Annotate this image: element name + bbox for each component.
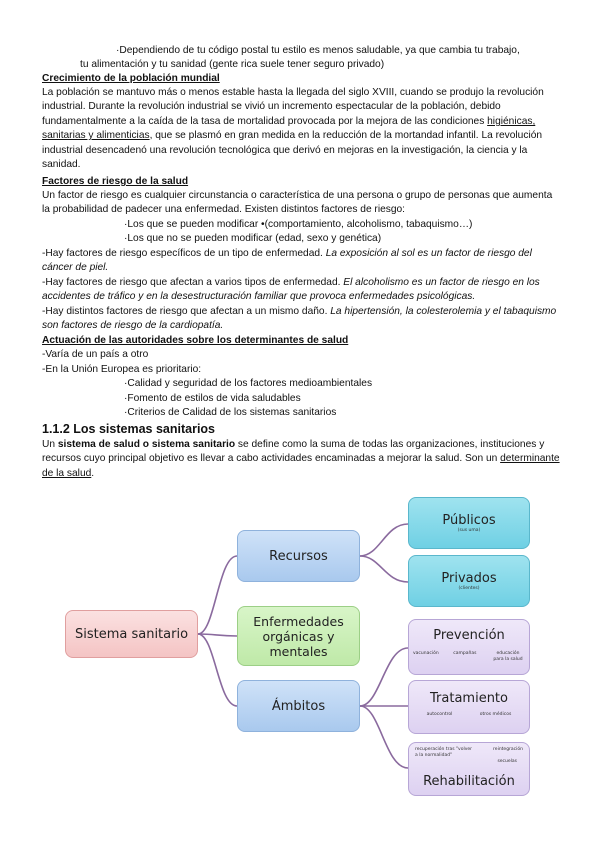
heading-actuacion: Actuación de las autoridades sobre los determinantes de salud (42, 335, 349, 346)
rehabilitacion-note-2: reintegración (493, 747, 523, 752)
actuacion-sub-2: ·Fomento de estilos de vida saludables (124, 393, 301, 404)
heading-sistemas: 1.1.2 Los sistemas sanitarios (42, 422, 216, 436)
prevencion-note-2: campañas (453, 651, 477, 656)
paragraph-factores: Un factor de riesgo es cualquier circunstancia o característica de una persona o grupo de personas que aumenta la probabilidad de padecer una enfermedad. Existen distintos factores de riesgo: (42, 190, 553, 216)
node-sistema-sanitario: Sistema sanitario (65, 610, 198, 658)
heading-factores: Factores de riesgo de la salud (42, 176, 189, 187)
factores-item-1: ·Los que se pueden modificar •(comportamiento, alcoholismo, tabaquismo…) (124, 219, 473, 230)
node-recursos: Recursos (237, 530, 360, 582)
actuacion-line-1: -Varía de un país a otro (42, 349, 149, 360)
node-tratamiento: Tratamiento autocontrol otros médicos (408, 680, 530, 734)
node-ambitos: Ámbitos (237, 680, 360, 732)
factores-bullet-1: -Hay factores de riesgo específicos de un tipo de enfermedad. La exposición al sol es un factor de riesgo del cáncer de piel. (42, 248, 532, 274)
paragraph-crecimiento: La población se mantuvo más o menos estable hasta la llegada del siglo XVIII, cuando se produjo la revolución industrial. Durante la revolución industrial se vivió un incremento espectacular de la población, debido fundamentalmente a la caída de la tasa de mortalidad provocada por la mejora de las condiciones higiénicas, sanitarias y alimenticias, que se plasmó en gran medida en la reducción de la mortandad infantil. La revolución industrial desencadenó una revolución tecnológica que derivó en mejoras en la investigación, la ciencia y la sanidad. (42, 87, 544, 171)
node-rehabilitacion: recuperación tras "volver a la normalidad" reintegración secuelas Rehabilitación (408, 742, 530, 796)
factores-item-2: ·Los que no se pueden modificar (edad, sexo y genética) (124, 233, 382, 244)
underlined-condiciones: higiénicas, sanitarias y alimenticias (42, 115, 536, 142)
paragraph-sistemas: Un sistema de salud o sistema sanitario se define como la suma de todas las organizaciones, instituciones y recursos cuyo principal objetivo es llevar a cabo actividades encaminadas a mejorar la salud. Son un determinante de la salud. (42, 439, 560, 479)
actuacion-line-2: -En la Unión Europea es prioritario: (42, 364, 202, 375)
rehabilitacion-note-1: recuperación tras "volver a la normalidad" (415, 747, 473, 758)
node-enfermedades: Enfermedades orgánicas y mentales (237, 606, 360, 666)
factores-bullet-3: -Hay distintos factores de riesgo que afectan a un mismo daño. La hipertensión, la colesterolemia y el tabaquismo son factores de riesgo de la cardiopatía. (42, 306, 557, 332)
intro-line-2: tu alimentación y tu sanidad (gente rica suele tener seguro privado) (80, 59, 385, 70)
heading-crecimiento: Crecimiento de la población mundial (42, 73, 220, 84)
publicos-note: (sus uma) (457, 527, 481, 533)
tratamiento-note-1: autocontrol (426, 712, 453, 717)
tratamiento-note-2: otros médicos (479, 712, 512, 717)
rehabilitacion-note-3: secuelas (497, 759, 517, 764)
node-privados: Privados (clientes) (408, 555, 530, 607)
prevencion-note-1: vacunación (413, 651, 439, 656)
node-prevencion: Prevención vacunación campañas educación para la salud (408, 619, 530, 675)
actuacion-sub-1: ·Calidad y seguridad de los factores medioambientales (124, 378, 373, 389)
prevencion-note-3: educación para la salud (493, 651, 523, 662)
factores-bullet-2: -Hay factores de riesgo que afectan a varios tipos de enfermedad. El alcoholismo es un factor de riesgo en los accidentes de tráfico y en la desestructuración familiar que provoca enfermedades psicológicas. (42, 277, 540, 303)
intro-line-1: ·Dependiendo de tu código postal tu estilo es menos saludable, ya que cambia tu trabajo, (116, 45, 520, 56)
privados-note: (clientes) (458, 585, 480, 591)
node-publicos: Públicos (sus uma) (408, 497, 530, 549)
actuacion-sub-3: ·Criterios de Calidad de los sistemas sanitarios (124, 407, 337, 418)
